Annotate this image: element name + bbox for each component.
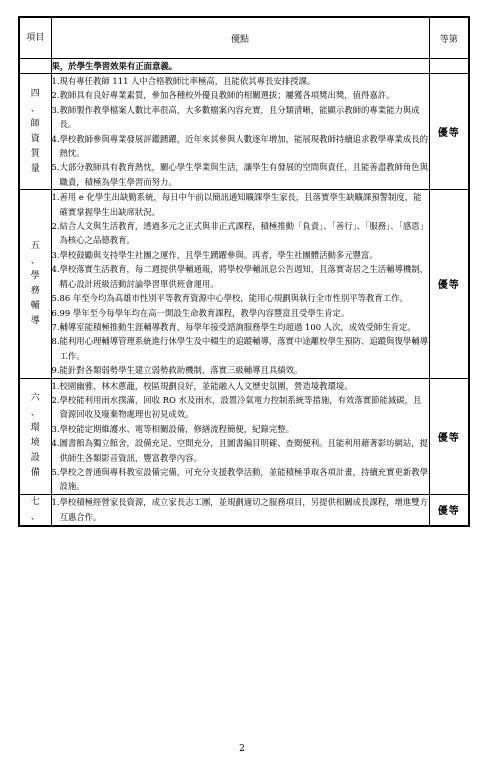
category-char: 質	[30, 148, 40, 159]
section-row	[19, 494, 469, 526]
list-item	[52, 262, 429, 291]
item-number: 8.	[51, 336, 60, 347]
list-item	[52, 219, 429, 248]
header-strengths: 優點	[51, 17, 429, 59]
grade-cell: 優等	[429, 74, 469, 190]
item-number: 4.	[51, 438, 60, 449]
category-char: 境	[30, 438, 40, 449]
item-text: 86 年至今均為高雄市性別平等教育資源中心學校，能用心規劃與執行全市性別平等教育工作。	[59, 293, 408, 304]
item-number: 6.	[51, 307, 60, 318]
item-number: 1.	[51, 380, 60, 391]
category-char: 環	[30, 423, 40, 434]
item-number: 3.	[51, 104, 60, 115]
item-text: 學校落實生活教育，每二週提供學輔通報，將學校學輔訊息公告週知，且落實寄居之生活輔導機制，精心設計班級活動討論學習單供班會運用。	[59, 264, 428, 289]
item-number: 5.	[51, 466, 60, 477]
category-char: 七	[30, 496, 40, 507]
section-category	[19, 74, 51, 190]
category-char: 務	[30, 285, 40, 296]
list-item	[52, 436, 429, 465]
list-item	[52, 248, 429, 262]
section-category	[19, 494, 51, 526]
continuation-text: 果，於學生學習效果有正面意義。	[51, 59, 429, 74]
item-number: 5.	[51, 162, 60, 173]
header-grade: 等第	[429, 17, 469, 59]
item-text: 大部分教師具有教育熱忱，關心學生學業與生活，讓學生有發展的空間與責任，且能善盡教師角色與職責，積極為學生學習而努力。	[59, 162, 428, 187]
list-item	[52, 320, 429, 334]
section-row	[19, 74, 469, 190]
item-text: 能針對各類弱勢學生建立弱勢救助機制，落實三級輔導且具績效。	[59, 365, 303, 376]
list-item	[52, 190, 429, 219]
category-char: 資	[30, 133, 40, 144]
category-char: 、	[30, 255, 40, 266]
section-strengths	[51, 494, 429, 526]
list-item	[52, 160, 429, 189]
item-number: 4.	[51, 264, 60, 275]
item-text: 教師製作教學檔案人數比率很高，大多數檔案內容充實，且分類清晰，能顯示教師的專業能力與成長。	[59, 104, 420, 130]
item-text: 99 學年至今每學年均在高一開設生命教育課程，教學內容豐富且受學生肯定。	[59, 307, 350, 318]
category-char: 四	[30, 88, 40, 99]
category-char: 輔	[30, 300, 40, 311]
category-char: 備	[30, 468, 40, 479]
item-text: 學校積極經營家長資源，成立家長志工團，並規劃適切之服務項目，另提供相關成長課程，增進雙方互惠合作。	[59, 497, 428, 522]
header-item: 項目	[19, 17, 51, 59]
item-number: 5.	[51, 293, 60, 304]
category-char: 設	[30, 453, 40, 464]
item-number: 1.	[51, 497, 60, 508]
list-item	[52, 88, 429, 102]
header-row	[19, 17, 469, 59]
section-strengths	[51, 190, 429, 378]
category-char: 、	[30, 511, 40, 522]
item-number: 2.	[51, 221, 60, 232]
list-item	[52, 379, 429, 393]
list-item	[52, 132, 429, 161]
item-text: 學校之普通與專科教室設備完備，可充分支援教學活動，並能積極爭取各項計畫，持續充實更新教學設施。	[59, 466, 428, 492]
section-strengths	[51, 378, 429, 494]
category-char: 五	[30, 240, 40, 251]
item-text: 學校能利用雨水撲滿，回收 RO 水及雨水，設置冷氣電力控制系統等措施，有效落實節能減碳，且資源回收及廢棄物處理也初見成效。	[59, 394, 422, 420]
item-number: 3.	[51, 249, 60, 260]
grade-cell: 優等	[429, 190, 469, 378]
item-text: 圖書館為獨立館舍，設備充足、空間充分，且圖書編目明確、查閱便利。且能利用藉著影坊網站，提供師生各類影音資訊，豐富教學內容。	[59, 438, 428, 463]
category-char: 六	[30, 393, 40, 404]
item-number: 3.	[51, 423, 60, 434]
continuation-row	[19, 59, 469, 74]
list-item	[52, 103, 429, 132]
item-text: 教師具有良好專業素質，參加各種校外優良教師的相關選拔；屢獲各項獎出獎，值得嘉許。	[59, 90, 395, 101]
evaluation-table	[18, 16, 470, 527]
category-char: 量	[30, 163, 40, 174]
item-text: 輔導室能積極推動生涯輔導教育，每學年接受諮詢服務學生均超過 100 人次，成效受師生肯定。	[59, 321, 416, 332]
category-char: 導	[30, 315, 40, 326]
list-item	[52, 393, 429, 422]
grade-cell: 優等	[429, 378, 469, 494]
section-category	[19, 378, 51, 494]
grade-cell: 優等	[429, 494, 469, 526]
item-number: 7.	[51, 321, 60, 332]
item-text: 校園幽雅、林木蔥蘢，校區規劃良好，並能融入人文歷史氛圍，營造境教環境。	[59, 380, 353, 391]
page-number: 2	[239, 744, 245, 754]
section-row	[19, 190, 469, 378]
item-text: 學校教師參與專業發展評鑑踴躍，近年來其參與人數逐年增加，能展現教師持續追求教學專業成長的熱忱。	[59, 133, 428, 159]
item-number: 4.	[51, 133, 60, 144]
list-item	[52, 74, 429, 88]
item-number: 2.	[51, 90, 60, 101]
section-row	[19, 378, 469, 494]
list-item	[52, 334, 429, 363]
item-text: 學校鼓勵與支持學生社團之運作，且學生踴躍參與。再者，學生社團體活動多元豐富。	[59, 249, 378, 260]
item-number: 2.	[51, 394, 60, 405]
category-char: 、	[30, 103, 40, 114]
category-char: 、	[30, 408, 40, 419]
item-number: 1.	[51, 192, 60, 203]
item-number: 1.	[51, 76, 60, 86]
section-category	[19, 190, 51, 378]
list-item	[52, 422, 429, 436]
category-char: 學	[30, 270, 40, 281]
item-text: 能利用心理輔導管理系統進行休學生及中輟生的追蹤輔導，落實中途離校學生預防、追蹤與復學輔導工作。	[59, 336, 428, 361]
category-char: 師	[30, 118, 40, 129]
item-text: 結合人文與生活教育，透過多元之正式與非正式課程，積極推動「負責」、「善行」、「服務」、「感恩」為核心之品德教育。	[59, 221, 428, 246]
item-text: 現有專任教師 111 人中合格教師比率極高，且能依其專長安排授課。	[59, 76, 316, 86]
list-item	[52, 363, 429, 377]
section-strengths	[51, 74, 429, 190]
item-text: 善用 e 化學生出缺勤系統，每日中午前以簡訊通知曠課學生家長，且落實學生缺曠課預警制度，能確實掌握學生出缺席狀況。	[59, 192, 422, 217]
item-text: 學校能定期維護水、電等相關設備，修繕流程簡便，紀錄完整。	[59, 423, 294, 434]
list-item	[52, 465, 429, 494]
list-item	[52, 495, 429, 524]
item-number: 9.	[51, 365, 60, 376]
list-item	[52, 291, 429, 305]
list-item	[52, 306, 429, 320]
